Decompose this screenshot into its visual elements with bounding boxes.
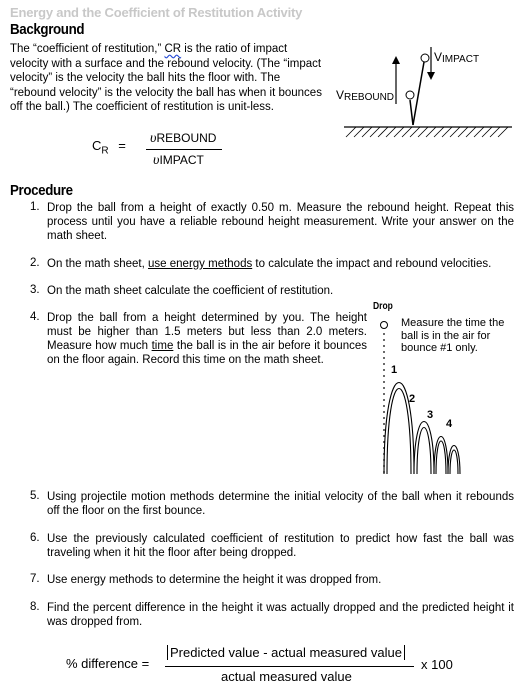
step-8-text: Find the percent difference in the height it was actually dropped and the predicted height it was dropped from. <box>47 602 514 628</box>
percent-diff-lhs: % difference = <box>66 656 150 671</box>
cr-denominator: υIMPACT <box>153 153 204 168</box>
step-3-text: On the math sheet calculate the coefficient of restitution. <box>47 285 334 297</box>
impact-path <box>413 62 424 125</box>
step-7-number: 7. <box>30 573 40 585</box>
step-5-number: 5. <box>30 490 40 502</box>
drop-ball <box>381 322 388 329</box>
arrow-down-icon <box>427 72 435 80</box>
step-4-number: 4. <box>30 311 40 323</box>
step-2-text: On the math sheet, use energy methods to calculate the impact and rebound velocities. <box>47 258 492 270</box>
step-7-text: Use energy methods to determine the height it was dropped from. <box>47 574 382 586</box>
procedure-heading: Procedure <box>10 183 73 199</box>
bounce-label-4: 4 <box>446 418 453 430</box>
bounce-note: Measure the time the ball is in the air for bounce #1 only. <box>401 317 505 354</box>
cr-formula-lhs: $C_R$ = <box>92 138 126 157</box>
step-4-text: Drop the ball from a height determined by you. The height must be higher than 1.5 meters but less than 2.0 meters. Measure how much time the ball is in the air before it bounces on the floor again. Record this time on the math sheet. <box>47 312 367 366</box>
step-8-number: 8. <box>30 601 40 613</box>
cr-fraction-line <box>146 149 222 150</box>
ball-rebound <box>406 91 414 99</box>
step-1-number: 1. <box>30 201 40 213</box>
step-6-number: 6. <box>30 532 40 544</box>
step-2-number: 2. <box>30 257 40 269</box>
drop-label: Drop <box>373 301 393 312</box>
cr-numerator: υREBOUND <box>150 131 217 146</box>
rebound-path <box>410 100 413 125</box>
percent-diff-fraction-line <box>165 666 414 667</box>
bounce-label-1: 1 <box>391 364 398 376</box>
impact-rebound-diagram <box>330 42 520 152</box>
background-text-post: is the ratio of impact velocity with a surface and the rebound velocity. (The “impact velocity” is the velocity the ball hits the floor with. The “rebound velocity” is the velocity the ball has when it bounces off the ball.) The coefficient of restitution is unit-less. <box>10 43 322 113</box>
percent-diff-multiplier: x 100 <box>421 657 453 672</box>
percent-diff-numerator: Predicted value - actual measured value <box>167 645 405 660</box>
background-text-pre: The “coefficient of restitution,” <box>10 43 165 55</box>
ball-impact <box>421 54 429 62</box>
step-6-text: Use the previously calculated coefficient of restitution to predict how fast the ball was traveling when it hit the floor after being dropped. <box>47 533 514 559</box>
background-paragraph <box>10 42 322 115</box>
step-3-number: 3. <box>30 284 40 296</box>
impact-label: VIMPACT <box>434 50 480 65</box>
rebound-label: VREBOUND <box>336 88 395 103</box>
percent-diff-denominator: actual measured value <box>221 669 352 684</box>
bounce-label-2: 2 <box>409 393 416 405</box>
page-title: Energy and the Coefficient of Restitution Activity <box>10 5 303 20</box>
step-1-text: Drop the ball from a height of exactly 0.50 m. Measure the rebound height. Repeat this process until you have a reliable rebound height measurement. Write your answer on the math sheet. <box>47 202 514 242</box>
background-heading: Background <box>10 22 85 38</box>
arrow-up-icon <box>392 56 400 64</box>
cr-term: CR <box>164 43 182 55</box>
bounce-label-3: 3 <box>427 409 434 421</box>
step-5-text: Using projectile motion methods determine the initial velocity of the ball when it rebounds off the floor on the first bounce. <box>47 491 514 517</box>
bounce-diagram <box>370 312 470 482</box>
floor-hatching <box>346 127 508 137</box>
